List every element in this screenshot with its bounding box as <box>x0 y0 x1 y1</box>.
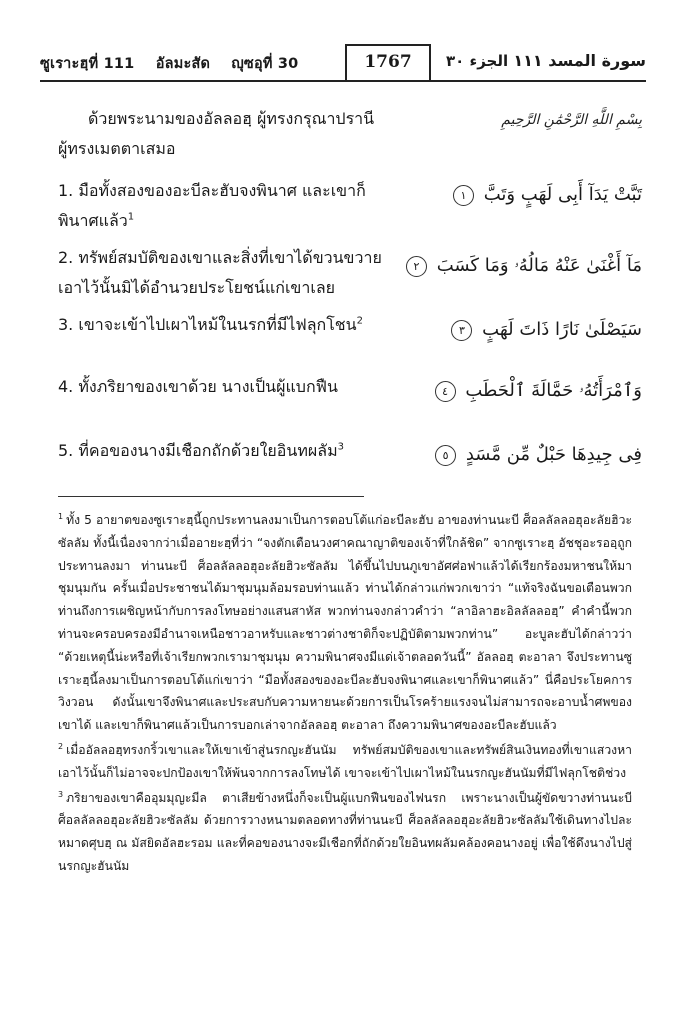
verse-2-arabic-text: مَآ أَغْنَىٰ عَنْهُ مَالُهُۥ وَمَا كَسَبَ <box>436 255 642 276</box>
verse-4-thai-line1: 4. ทั้งภริยาของเขาด้วย นางเป็นผู้แบกฟืน <box>58 377 338 396</box>
footnote-2 <box>58 739 632 785</box>
verse-1-thai-line2-wrap <box>58 206 388 236</box>
verse-2-thai-line2: เอาไว้นั้นมิได้อำนวยประโยชน์แก่เขาเลย <box>58 278 335 297</box>
verse-1-thai-line1: 1. มือทั้งสองของอะบีละฮับจงพินาศ และเขาก็ <box>58 181 366 200</box>
verse-2-arabic <box>402 255 642 277</box>
verse-3-arabic <box>402 319 642 341</box>
footnote-3 <box>58 787 632 878</box>
page-header <box>40 46 646 82</box>
footnote-1-number: 1 <box>58 511 64 521</box>
verse-1-arabic <box>402 184 642 206</box>
verse-5-thai-line1: 5. ที่คอของนางมีเชือกถักด้วยใยอินทผลัม <box>58 441 338 460</box>
basmala-thai-line2: ผู้ทรงเมตตาเสมอ <box>58 139 176 158</box>
verse-3-arabic-text: سَيَصْلَىٰ نَارًا ذَاتَ لَهَبٍ <box>482 319 642 340</box>
verse-5-arabic-text: فِى جِيدِهَا حَبْلٌ مِّن مَّسَدٍ <box>465 444 642 465</box>
verse-2-thai <box>58 243 388 303</box>
page-number: 1767 <box>345 44 431 80</box>
header-surah-name: อัลมะสัด <box>155 56 211 72</box>
footnote-divider <box>58 496 364 497</box>
verse-4-arabic-text: وَٱمْرَأَتُهُۥ حَمَّالَةَ ٱلْحَطَبِ <box>465 380 642 401</box>
ayah-number-marker-3: ٣ <box>451 320 472 341</box>
ayah-number-marker-2: ٢ <box>406 256 427 277</box>
verse-3-thai-line1: 3. เขาจะเข้าไปเผาไหม้ในนรกที่มีไฟลุกโชน <box>58 315 357 334</box>
footnote-2-text: เมื่ออัลลอฮฺทรงกริ้วเขาและให้เขาเข้าสู่นรกญะฮันนัม ทรัพย์สมบัติของเขาและทรัพย์สินเงินทองที่เขาแสวงหาเอาไว้นั้นก็ไม่อาจจะปกป้องเขาให้พ้นจากการลงโทษได้ เขาจะเข้าไปเผาไหม้ในนรกญะฮันนัมที่มีไฟลุกโชติช่วง <box>58 742 632 780</box>
header-juz-number: ญุซอุที่ 30 <box>231 56 299 72</box>
footnote-3-number: 3 <box>58 789 64 799</box>
verse-4-thai <box>58 372 388 402</box>
basmala-thai <box>88 104 418 134</box>
header-surah-number: ซูเราะฮฺที่ 111 <box>40 56 135 72</box>
basmala-arabic: بِسْمِ اللَّهِ الرَّحْمَٰنِ الرَّحِيمِ <box>501 112 642 128</box>
footnote-ref-1[interactable]: 1 <box>127 211 135 223</box>
ayah-number-marker-1: ١ <box>453 185 474 206</box>
ayah-number-marker-5: ٥ <box>435 445 456 466</box>
verse-2-thai-line1: 2. ทรัพย์สมบัติของเขาและสิ่งที่เขาได้ขวนขวาย <box>58 248 382 267</box>
header-thai-info <box>40 52 314 75</box>
header-juz-arabic: الجزء ٣٠ <box>446 52 509 70</box>
footnote-1-text: ทั้ง 5 อายาตของซูเราะฮฺนี้ถูกประทานลงมาเป็นการตอบโต้แก่อะบีละฮับ อาของท่านนะบี ศ็อลลัลลอฮุอะลัยฮิวะซัลลัม ทั้งนี้เนื่องจากว่าเมื่ออายะฮฺที่ว่า “จงตักเตือนวงศาคณาญาติของเจ้าที่ใกล้ชิด” จากซูเราะฮฺ อัชชุอะรออฺถูกประทานลงมา ท่านนะบี ศ็อลลัลลอฮุอะลัยฮิวะซัลลัม ได้ขึ้นไปบนภูเขาอัศศ่อฟาแล้วได้เรียกร้องมหาชนให้มาชุมนุมกัน ครั้นเมื่อประชาชนได้มาชุมนุมล้อมรอบท่านแล้ว ท่านได้กล่าวแก่พวกเขาว่า “แท้จริงฉันขอเตือนพวกท่านถึงการเผชิญหน้ากับการลงโทษอย่างแสนสาหัส พวกท่านจงกล่าวคำว่า “ลาอิลาฮะอิลลัลลอฮฺ” คำคำนี้พวกท่านจะครอบครองมีอำนาจเหนือชาวอาหรับและชาวต่างชาติก็จะปฏิบัติตามพวกท่าน” อะบูละฮับได้กล่าวว่า “ด้วยเหตุนี้น่ะหรือที่เจ้าเรียกพวกเรามาชุมนุม ความพินาศจงมีแด่เจ้าตลอดวันนี้” อัลลอฮฺ ตะอาลา จึงประทานซูเราะฮฺนี้ลงมาเป็นการตอบโต้แก่เขาว่า “มือทั้งสองของอะบีละฮับจงพินาศและเขาก็พินาศแล้ว” นี่คือประโยคการวิงวอน ดังนั้นเขาจึงพินาศและประสบกับความหายนะด้วยการเป็นโรคร้ายแรงจนไม่สามารถจะอาบน้ำศพของเขาได้ และเขาก็พินาศแล้วเป็นการบอกเล่าจากอัลลอฮฺ ตะอาลา ถึงความพินาศของอะบีละฮับแล้ว <box>58 513 632 733</box>
footnote-ref-3[interactable]: 3 <box>337 441 344 453</box>
footnote-ref-2[interactable]: 2 <box>356 315 363 327</box>
verse-1-arabic-text: تَبَّتْ يَدَآ أَبِى لَهَبٍ وَتَبَّ <box>483 184 642 205</box>
verse-3-thai <box>58 310 388 340</box>
verse-5-thai <box>58 436 388 466</box>
footnote-3-text: ภริยาของเขาคืออุมมุญะมีล ตาเสียข้างหนึ่งก็จะเป็นผู้แบกฟืนของไฟนรก เพราะนางเป็นผู้ขัดขวางท่านนะบี ศ็อลลัลลอฮุอะลัยฮิวะซัลลัม ด้วยการวางหนามตลอดทางที่ท่านนะบี ศ็อลลัลลอฮุอะลัยฮิวะซัลลัมใช้เดินทางไปละหมาดศุบฮฺ ณ มัสยิดอัลฮะรอม และที่คอของนางจะมีเชือกที่ถักด้วยใยอินทผลัมคล้องคอนางอยู่ เพื่อใช้ดึงนางไปสู่นรกญะฮันนัม <box>58 790 632 873</box>
header-surah-arabic: سورة المسد ١١١ <box>513 51 646 70</box>
verse-1-thai-line2: พินาศแล้ว <box>58 211 128 230</box>
footnote-2-number: 2 <box>58 741 64 751</box>
ayah-number-marker-4: ٤ <box>435 381 456 402</box>
footnotes-section <box>58 509 632 880</box>
verse-1-thai <box>58 176 388 236</box>
verse-5-arabic <box>402 444 642 466</box>
basmala-thai-line1: ด้วยพระนามของอัลลอฮฺ ผู้ทรงกรุณาปรานี <box>88 109 375 128</box>
footnote-1 <box>58 509 632 737</box>
basmala-thai-continued <box>58 134 388 164</box>
verse-4-arabic <box>402 380 642 402</box>
